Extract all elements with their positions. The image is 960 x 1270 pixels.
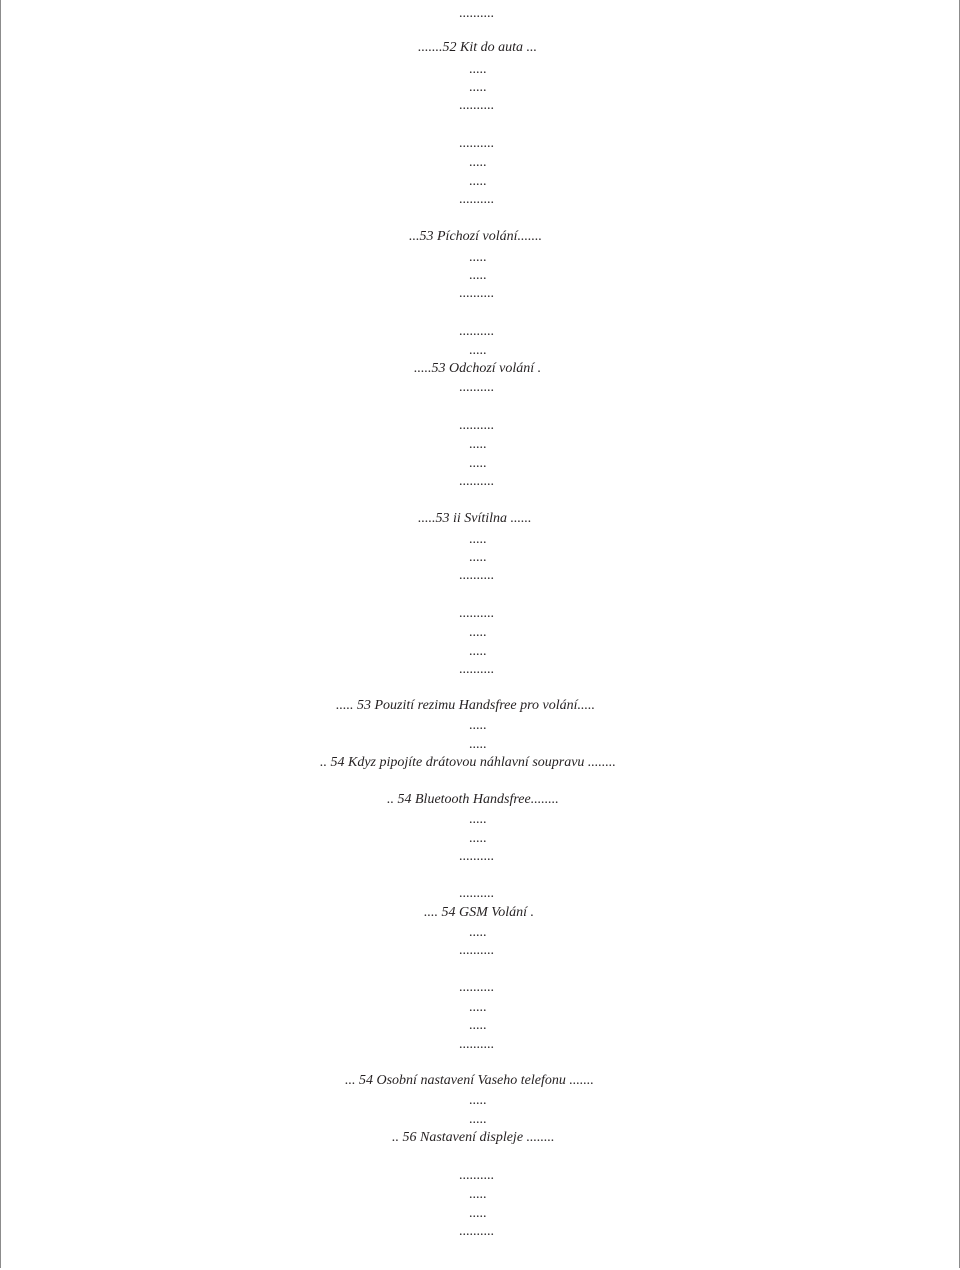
leader-dots: ..... — [469, 1206, 487, 1221]
toc-entry-kit-do-auta: .......52 Kit do auta ... — [418, 40, 538, 55]
toc-entry-odchozi-volani: .....53 Odchozí volání . — [414, 361, 542, 376]
leader-dots: ..... — [469, 1018, 487, 1033]
toc-entry-handsfree-rezim: ..... 53 Pouzití rezimu Handsfree pro volání..... — [336, 698, 595, 713]
leader-dots: ..... — [469, 812, 487, 827]
leader-dots: .......... — [459, 6, 494, 21]
leader-dots: .......... — [459, 324, 494, 339]
leader-dots: .......... — [459, 606, 494, 621]
leader-dots: .......... — [459, 98, 494, 113]
leader-dots: .......... — [459, 136, 494, 151]
leader-dots: .......... — [459, 380, 494, 395]
leader-dots: .......... — [459, 474, 494, 489]
leader-dots: ..... — [469, 250, 487, 265]
toc-entry-gsm-volani: .... 54 GSM Volání . — [424, 905, 535, 920]
leader-dots: .......... — [459, 192, 494, 207]
leader-dots: .......... — [459, 1224, 494, 1239]
leader-dots: ..... — [469, 1000, 487, 1015]
leader-dots: ..... — [469, 343, 487, 358]
leader-dots: .......... — [459, 886, 494, 901]
toc-entry-dratova-souprava: .. 54 Kdyz pipojíte drátovou náhlavní soupravu ........ — [320, 755, 616, 770]
leader-dots: .......... — [459, 1037, 494, 1052]
leader-dots: ..... — [469, 155, 487, 170]
toc-entry-prichozi-volani: ...53 Píchozí volání....... — [409, 229, 542, 244]
leader-dots: .......... — [459, 286, 494, 301]
leader-dots: .......... — [459, 849, 494, 864]
leader-dots: ..... — [469, 456, 487, 471]
leader-dots: .......... — [459, 943, 494, 958]
leader-dots: ..... — [469, 1093, 487, 1108]
leader-dots: .......... — [459, 1168, 494, 1183]
leader-dots: .......... — [459, 980, 494, 995]
leader-dots: ..... — [469, 644, 487, 659]
leader-dots: ..... — [469, 737, 487, 752]
leader-dots: ..... — [469, 1112, 487, 1127]
toc-entry-svitilna: .....53 ii Svítilna ...... — [418, 511, 532, 526]
leader-dots: ..... — [469, 550, 487, 565]
leader-dots: ..... — [469, 718, 487, 733]
leader-dots: ..... — [469, 437, 487, 452]
leader-dots: ..... — [469, 925, 487, 940]
leader-dots: ..... — [469, 62, 487, 77]
toc-entry-osobni-nastaveni: ... 54 Osobní nastavení Vaseho telefonu ....... — [345, 1073, 594, 1088]
leader-dots: ..... — [469, 1187, 487, 1202]
leader-dots: ..... — [469, 625, 487, 640]
toc-entry-bluetooth-handsfree: .. 54 Bluetooth Handsfree........ — [387, 792, 559, 807]
leader-dots: .......... — [459, 568, 494, 583]
leader-dots: ..... — [469, 268, 487, 283]
leader-dots: ..... — [469, 532, 487, 547]
leader-dots: ..... — [469, 80, 487, 95]
toc-entry-nastaveni-displeje: .. 56 Nastavení displeje ........ — [392, 1130, 555, 1145]
leader-dots: .......... — [459, 662, 494, 677]
leader-dots: .......... — [459, 418, 494, 433]
leader-dots: ..... — [469, 831, 487, 846]
leader-dots: ..... — [469, 174, 487, 189]
